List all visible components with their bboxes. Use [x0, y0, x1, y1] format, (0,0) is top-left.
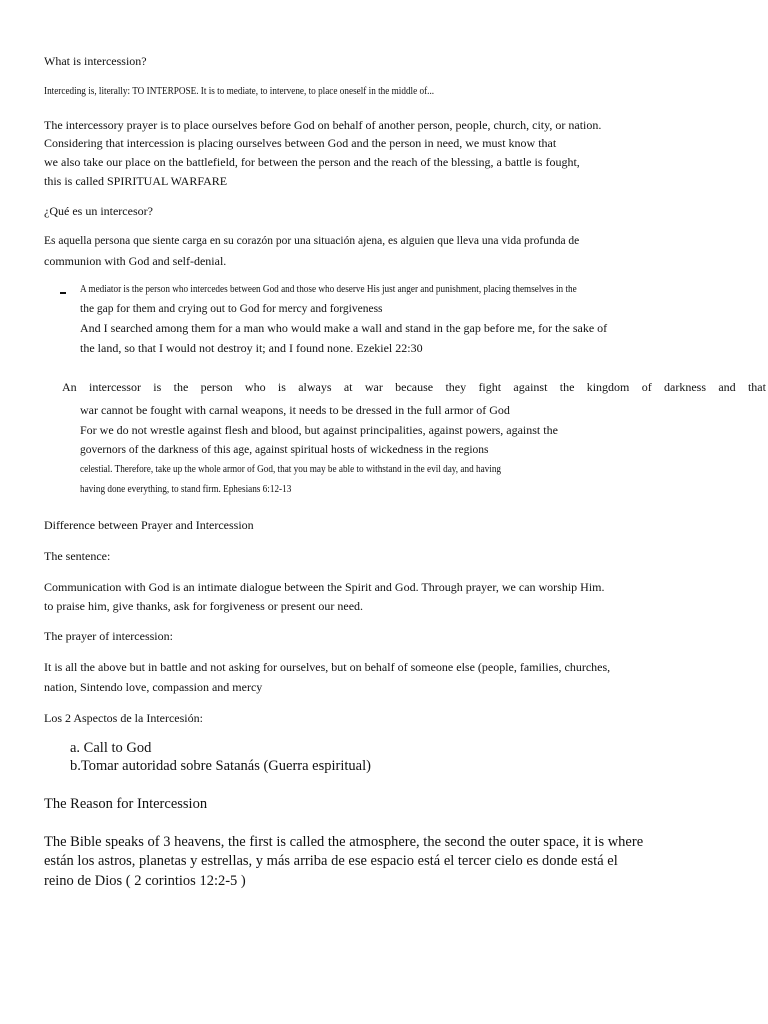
word: is	[277, 380, 286, 394]
word: person	[200, 380, 233, 394]
reason-heading: The Reason for Intercession	[44, 796, 208, 812]
word: darkness	[664, 380, 707, 394]
word: is	[153, 380, 162, 394]
aspects-heading: Los 2 Aspectos de la Intercesión:	[44, 711, 203, 725]
justified-line	[62, 380, 766, 395]
word: because	[395, 380, 434, 394]
word: who	[244, 380, 266, 394]
text-line: celestial. Therefore, take up the whole armor of God, that you may be able to withstand in the evil day, and having	[80, 464, 502, 475]
label-sentence: The sentence:	[44, 549, 111, 563]
doc-title: What is intercession?	[44, 54, 147, 68]
word: the	[173, 380, 189, 394]
text-line: The intercessory prayer is to place ourselves before God on behalf of another person, people, church, city, or nation.	[44, 118, 602, 132]
text-line: reino de Dios ( 2 corintios 12:2-5 )	[44, 873, 246, 889]
word: at	[343, 380, 353, 394]
word: against	[513, 380, 548, 394]
intro-line: Interceding is, literally: TO INTERPOSE. It is to mediate, to intervene, to place oneself in the middle of...	[44, 86, 435, 97]
text-line: It is all the above but in battle and not asking for ourselves, but on behalf of someone else (people, families, churches,	[44, 660, 611, 674]
text-line: The Bible speaks of 3 heavens, the first is called the atmosphere, the second the outer space, it is where	[44, 834, 644, 850]
word: war	[364, 380, 383, 394]
text-line: having done everything, to stand firm. Ephesians 6:12-13	[80, 484, 292, 495]
text-line: communion with God and self-denial.	[44, 254, 227, 268]
word: and	[718, 380, 736, 394]
text-line: war cannot be fought with carnal weapons, it needs to be dressed in the full armor of God	[80, 403, 510, 417]
text-line: we also take our place on the battlefield, for between the person and the reach of the blessing, a battle is fought,	[44, 155, 580, 169]
text-line: nation, Sintendo love, compassion and mercy	[44, 680, 263, 694]
section-heading: Difference between Prayer and Intercession	[44, 518, 254, 532]
word: of	[641, 380, 652, 394]
word: kingdom	[586, 380, 630, 394]
word: An	[62, 380, 77, 394]
word: that	[747, 380, 766, 394]
word: the	[559, 380, 575, 394]
text-line: the gap for them and crying out to God for mercy and forgiveness	[80, 303, 383, 315]
word: always	[298, 380, 332, 394]
text-line: For we do not wrestle against flesh and blood, but against principalities, against powers, against the	[80, 423, 558, 437]
list-item: a. Call to God	[70, 740, 152, 756]
text-line: governors of the darkness of this age, against spiritual hosts of wickedness in the regions	[80, 444, 489, 456]
text-line: Considering that intercession is placing ourselves between God and the person in need, we must know that	[44, 136, 557, 150]
text-line: Es aquella persona que siente carga en su corazón por una situación ajena, es alguien que lleva una vida profunda de	[44, 235, 580, 247]
label-prayer-of-intercession: The prayer of intercession:	[44, 629, 173, 643]
text-line: to praise him, give thanks, ask for forgiveness or present our need.	[44, 599, 364, 613]
list-item: b.Tomar autoridad sobre Satanás (Guerra espiritual)	[70, 758, 371, 774]
bullet-dash-icon	[60, 292, 66, 294]
text-line: And I searched among them for a man who would make a wall and stand in the gap before me, for the sake of	[80, 321, 608, 335]
question-heading: ¿Qué es un intercesor?	[44, 204, 153, 218]
text-line: this is called SPIRITUAL WARFARE	[44, 174, 228, 188]
word: they	[445, 380, 467, 394]
word: fight	[478, 380, 502, 394]
word: intercessor	[88, 380, 141, 394]
text-line: A mediator is the person who intercedes between God and those who deserve His just anger and punishment, placing themselves in the	[80, 284, 577, 295]
text-line: Communication with God is an intimate dialogue between the Spirit and God. Through prayer, we can worship Him.	[44, 580, 605, 594]
text-line: the land, so that I would not destroy it; and I found none. Ezekiel 22:30	[80, 341, 423, 355]
text-line: están los astros, planetas y estrellas, y más arriba de ese espacio está el tercer cielo es donde está el	[44, 853, 618, 869]
